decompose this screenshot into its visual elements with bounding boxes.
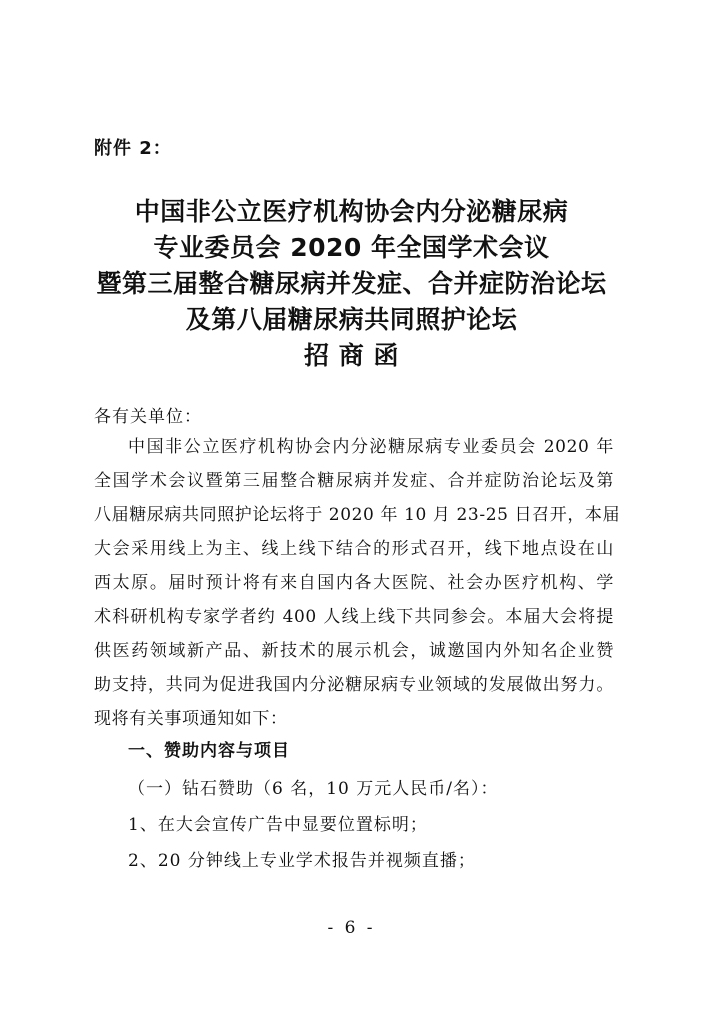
document-title <box>60 194 643 374</box>
title-line-4: 及第八届糖尿病共同照护论坛 <box>185 305 518 334</box>
body-line: 八届糖尿病共同照护论坛将于 2020 年 10 月 23-25 日召开，本届 <box>94 505 621 525</box>
page-number: - 6 - <box>327 918 376 938</box>
body-line: 供医药领域新产品、新技术的展示机会，诚邀国内外知名企业赞 <box>94 641 614 661</box>
list-item: 2、20 分钟线上专业学术报告并视频直播； <box>128 851 476 871</box>
body-line: 助支持，共同为促进我国内分泌糖尿病专业领域的发展做出努力。 <box>94 675 614 695</box>
salutation: 各有关单位： <box>94 407 202 427</box>
section-heading: 一、赞助内容与项目 <box>128 741 290 761</box>
title-line-3: 暨第三届整合糖尿病并发症、合并症防治论坛 <box>96 269 607 298</box>
body-paragraph <box>94 430 621 736</box>
title-line-5: 招 商 函 <box>304 341 399 370</box>
list-item: （一）钻石赞助（6 名，10 万元人民币/名）： <box>128 779 499 799</box>
title-line-1: 中国非公立医疗机构协会内分泌糖尿病 <box>134 197 569 226</box>
body-line: 全国学术会议暨第三届整合糖尿病并发症、合并症防治论坛及第 <box>94 471 614 491</box>
body-line: 大会采用线上为主、线上线下结合的形式召开，线下地点设在山 <box>94 539 614 559</box>
list-item: 1、在大会宣传广告中显要位置标明； <box>128 815 428 835</box>
attachment-label: 附件 2： <box>94 138 172 159</box>
body-line: 现将有关事项通知如下： <box>94 709 288 729</box>
title-line-2: 专业委员会 2020 年全国学术会议 <box>153 233 550 262</box>
body-line: 术科研机构专家学者约 400 人线上线下共同参会。本届大会将提 <box>94 607 614 627</box>
body-line: 西太原。届时预计将有来自国内各大医院、社会办医疗机构、学 <box>94 573 614 593</box>
body-line: 中国非公立医疗机构协会内分泌糖尿病专业委员会 2020 年 <box>128 437 614 457</box>
